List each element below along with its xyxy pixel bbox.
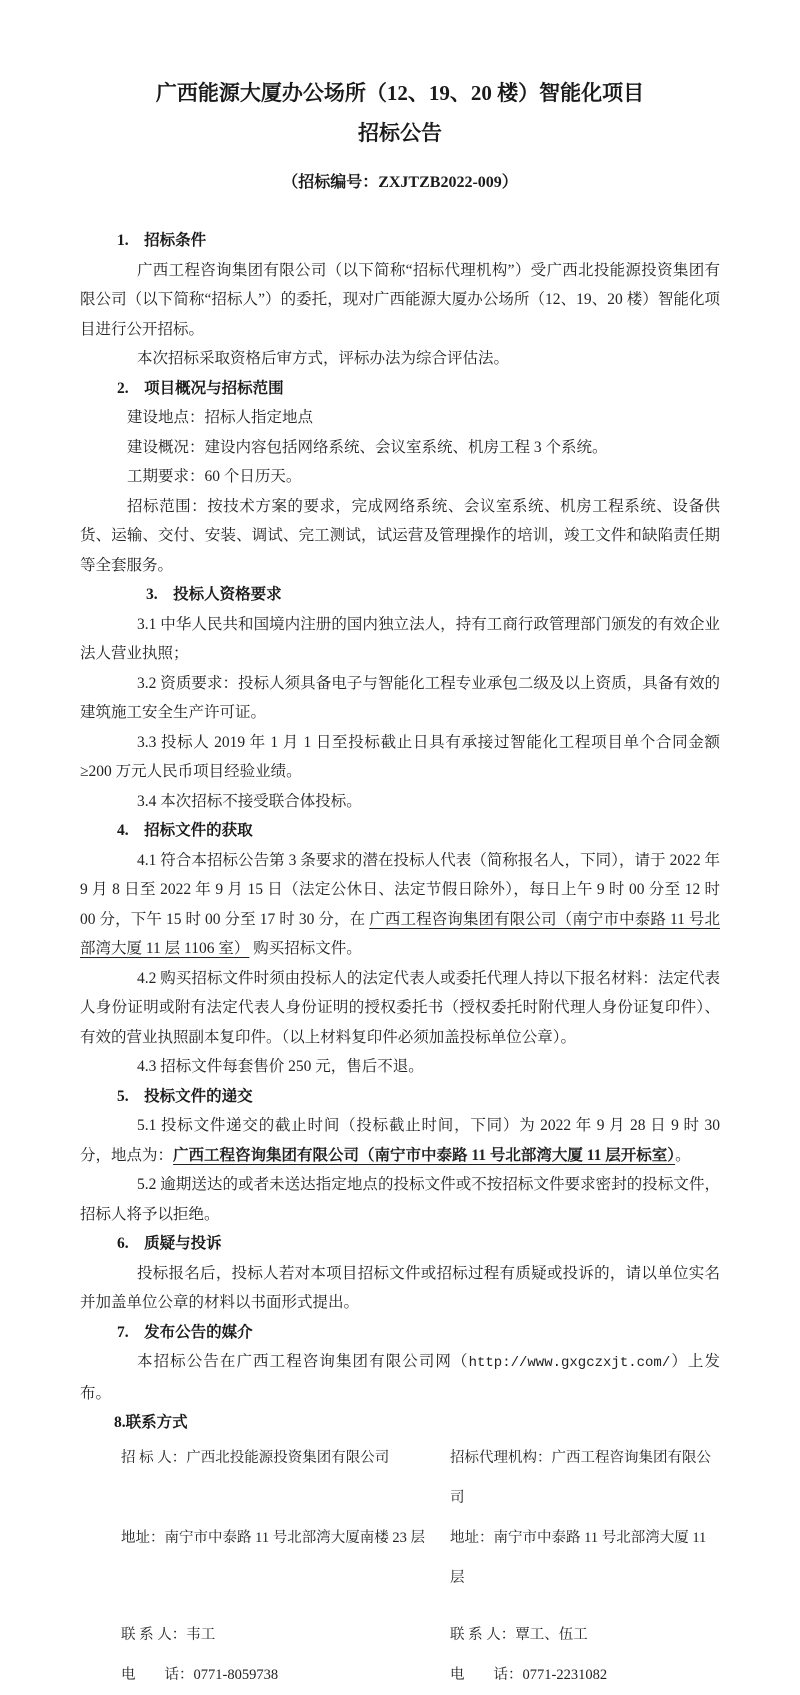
agency-address-cell [450,1518,720,1598]
tenderer-address-value: 南宁市中泰路 11 号北部湾大厦南楼 23 层 [164,1529,425,1546]
bid-submission-address-bold-underlined: 广西工程咨询集团有限公司（南宁市中泰路 11 号北部湾大厦 11 层开标室） [173,1146,676,1164]
agency-address-value: 南宁市中泰路 11 号北部湾大厦 11 层 [450,1529,710,1586]
section-2-duration-line: 工期要求：60 个日历天。 [127,468,302,485]
contact-row-persons [80,1615,720,1655]
announcement-website-url: http://www.gxgczxjt.com/ [468,1355,671,1371]
section-3-item-3-4: 3.4 本次招标不接受联合体投标。 [137,792,362,810]
section-6-paragraph: 投标报名后，投标人若对本项目招标文件或招标过程有质疑或投诉的，请以单位实名并加盖单位公章的材料以书面形式提出。 [80,1264,720,1311]
tenderer-address-label: 地址： [121,1529,165,1546]
contact-row-addresses [80,1518,720,1598]
agency-contact-value: 覃工、伍工 [515,1626,588,1643]
tenderer-value: 广西北投能源投资集团有限公司 [186,1449,390,1466]
section-2-heading: 2. 项目概况与招标范围 [117,379,284,397]
agency-phone-label: 电 话： [450,1666,523,1683]
section-3-heading: 3. 投标人资格要求 [146,586,282,603]
section-3-item-3-1: 3.1 中华人民共和国境内注册的国内独立法人，持有工商行政管理部门颁发的有效企业法人营业执照； [80,615,720,662]
tenderer-phone-label: 电 话： [121,1666,194,1683]
document-title-line2: 招标公告 [358,121,442,145]
tenderer-contact-label: 联 系 人： [121,1626,187,1643]
section-1-paragraph-1: 广西工程咨询集团有限公司（以下简称“招标代理机构”）受广西北投能源投资集团有限公司（以下简称“招标人”）的委托，现对广西能源大厦办公场所（12、19、20 楼）智能化项目进行公开招标。 [80,261,720,338]
section-4-heading: 4. 招标文件的获取 [117,822,253,839]
item-5-1-text-end: 。 [675,1146,691,1164]
tenderer-address-cell [80,1518,450,1598]
section-5-item-5-2: 5.2 逾期送达的或者未送达指定地点的投标文件或不按招标文件要求密封的投标文件，招标人将予以拒绝。 [80,1176,720,1223]
contact-info-block [80,1438,720,1695]
contact-row-phones [80,1655,720,1695]
agency-value: 广西工程咨询集团有限公司 [450,1449,711,1506]
tenderer-phone-value: 0771-8059738 [193,1666,279,1683]
section-7-text-end: ）上发布。 [80,1353,720,1402]
section-5-heading: 5. 投标文件的递交 [117,1087,253,1105]
tender-number: （招标编号：ZXJTZB2022-009） [282,174,518,191]
section-7-paragraph [80,1347,720,1408]
tenderer-contact-cell [80,1615,450,1655]
tenderer-contact-value: 韦工 [186,1626,216,1643]
section-4-item-4-3: 4.3 招标文件每套售价 250 元，售后不退。 [137,1058,424,1075]
section-2-overview-line: 建设概况：建设内容包括网络系统、会议室系统、机房工程 3 个系统。 [127,438,608,456]
section-1-heading: 1. 招标条件 [117,232,207,249]
section-3-item-3-2: 3.2 资质要求：投标人须具备电子与智能化工程专业承包二级及以上资质，具备有效的建筑施工安全生产许可证。 [80,674,720,721]
agency-contact-label: 联 系 人： [450,1626,516,1643]
section-7-text: 本招标公告在广西工程咨询集团有限公司网（ [137,1353,469,1370]
agency-phone-value: 0771-2231082 [522,1666,608,1683]
item-5-1-text: 5.1 投标文件递交的截止时间（投标截止时间，下同）为 2022 年 9 月 28 日 9 时 30 分，地点为： [80,1117,720,1164]
section-8-heading: 8.联系方式 [114,1414,188,1431]
item-4-1-text-end: 购买招标文件。 [249,940,362,957]
section-5-item-5-1 [80,1111,720,1170]
agency-contact-cell [450,1615,720,1655]
section-1-paragraph-2: 本次招标采取资格后审方式，评标办法为综合评估法。 [137,350,510,367]
contact-row-organizations [80,1438,720,1518]
tenderer-phone-cell [80,1655,450,1695]
section-7-heading: 7. 发布公告的媒介 [117,1323,253,1341]
agency-name-cell [450,1438,720,1518]
tenderer-name-cell [80,1438,450,1518]
section-2-location-line: 建设地点：招标人指定地点 [127,409,314,426]
tenderer-label: 招 标 人： [121,1449,187,1466]
contact-block-spacer [80,1598,720,1615]
item-4-1-text: 4.1 符合本招标公告第 3 条要求的潜在投标人代表（简称报名人，下同），请于 2022 年 9 月 8 日至 2022 年 9 月 15 日（法定公休日、法定节假日除外），每日上午 9 时 00 分至 12 时 00 分，下午 15 时 00 分至 17 时 30 分，在 [80,851,720,928]
document-sale-address-underlined: 广西工程咨询集团有限公司（南宁市中泰路 11 号北部湾大厦 11 层 1106 室） [80,910,720,957]
section-4-item-4-1 [80,846,720,964]
section-6-heading: 6. 质疑与投诉 [117,1235,222,1252]
section-2-scope-line: 招标范围：按技术方案的要求，完成网络系统、会议室系统、机房工程系统、设备供货、运输、交付、安装、调试、完工测试，试运营及管理操作的培训，竣工文件和缺陷责任期等全套服务。 [80,497,720,574]
agency-label: 招标代理机构： [450,1449,552,1466]
agency-phone-cell [450,1655,720,1695]
section-4-item-4-2: 4.2 购买招标文件时须由投标人的法定代表人或委托代理人持以下报名材料：法定代表人身份证明或附有法定代表人身份证明的授权委托书（授权委托时附代理人身份证复印件）、有效的营业执照副本复印件。（以上材料复印件必须加盖投标单位公章）。 [80,969,720,1046]
agency-address-label: 地址： [450,1529,494,1546]
document-title-line1: 广西能源大厦办公场所（12、19、20 楼）智能化项目 [155,81,645,105]
section-3-item-3-3: 3.3 投标人 2019 年 1 月 1 日至投标截止日具有承接过智能化工程项目单个合同金额≥200 万元人民币项目经验业绩。 [80,733,720,780]
